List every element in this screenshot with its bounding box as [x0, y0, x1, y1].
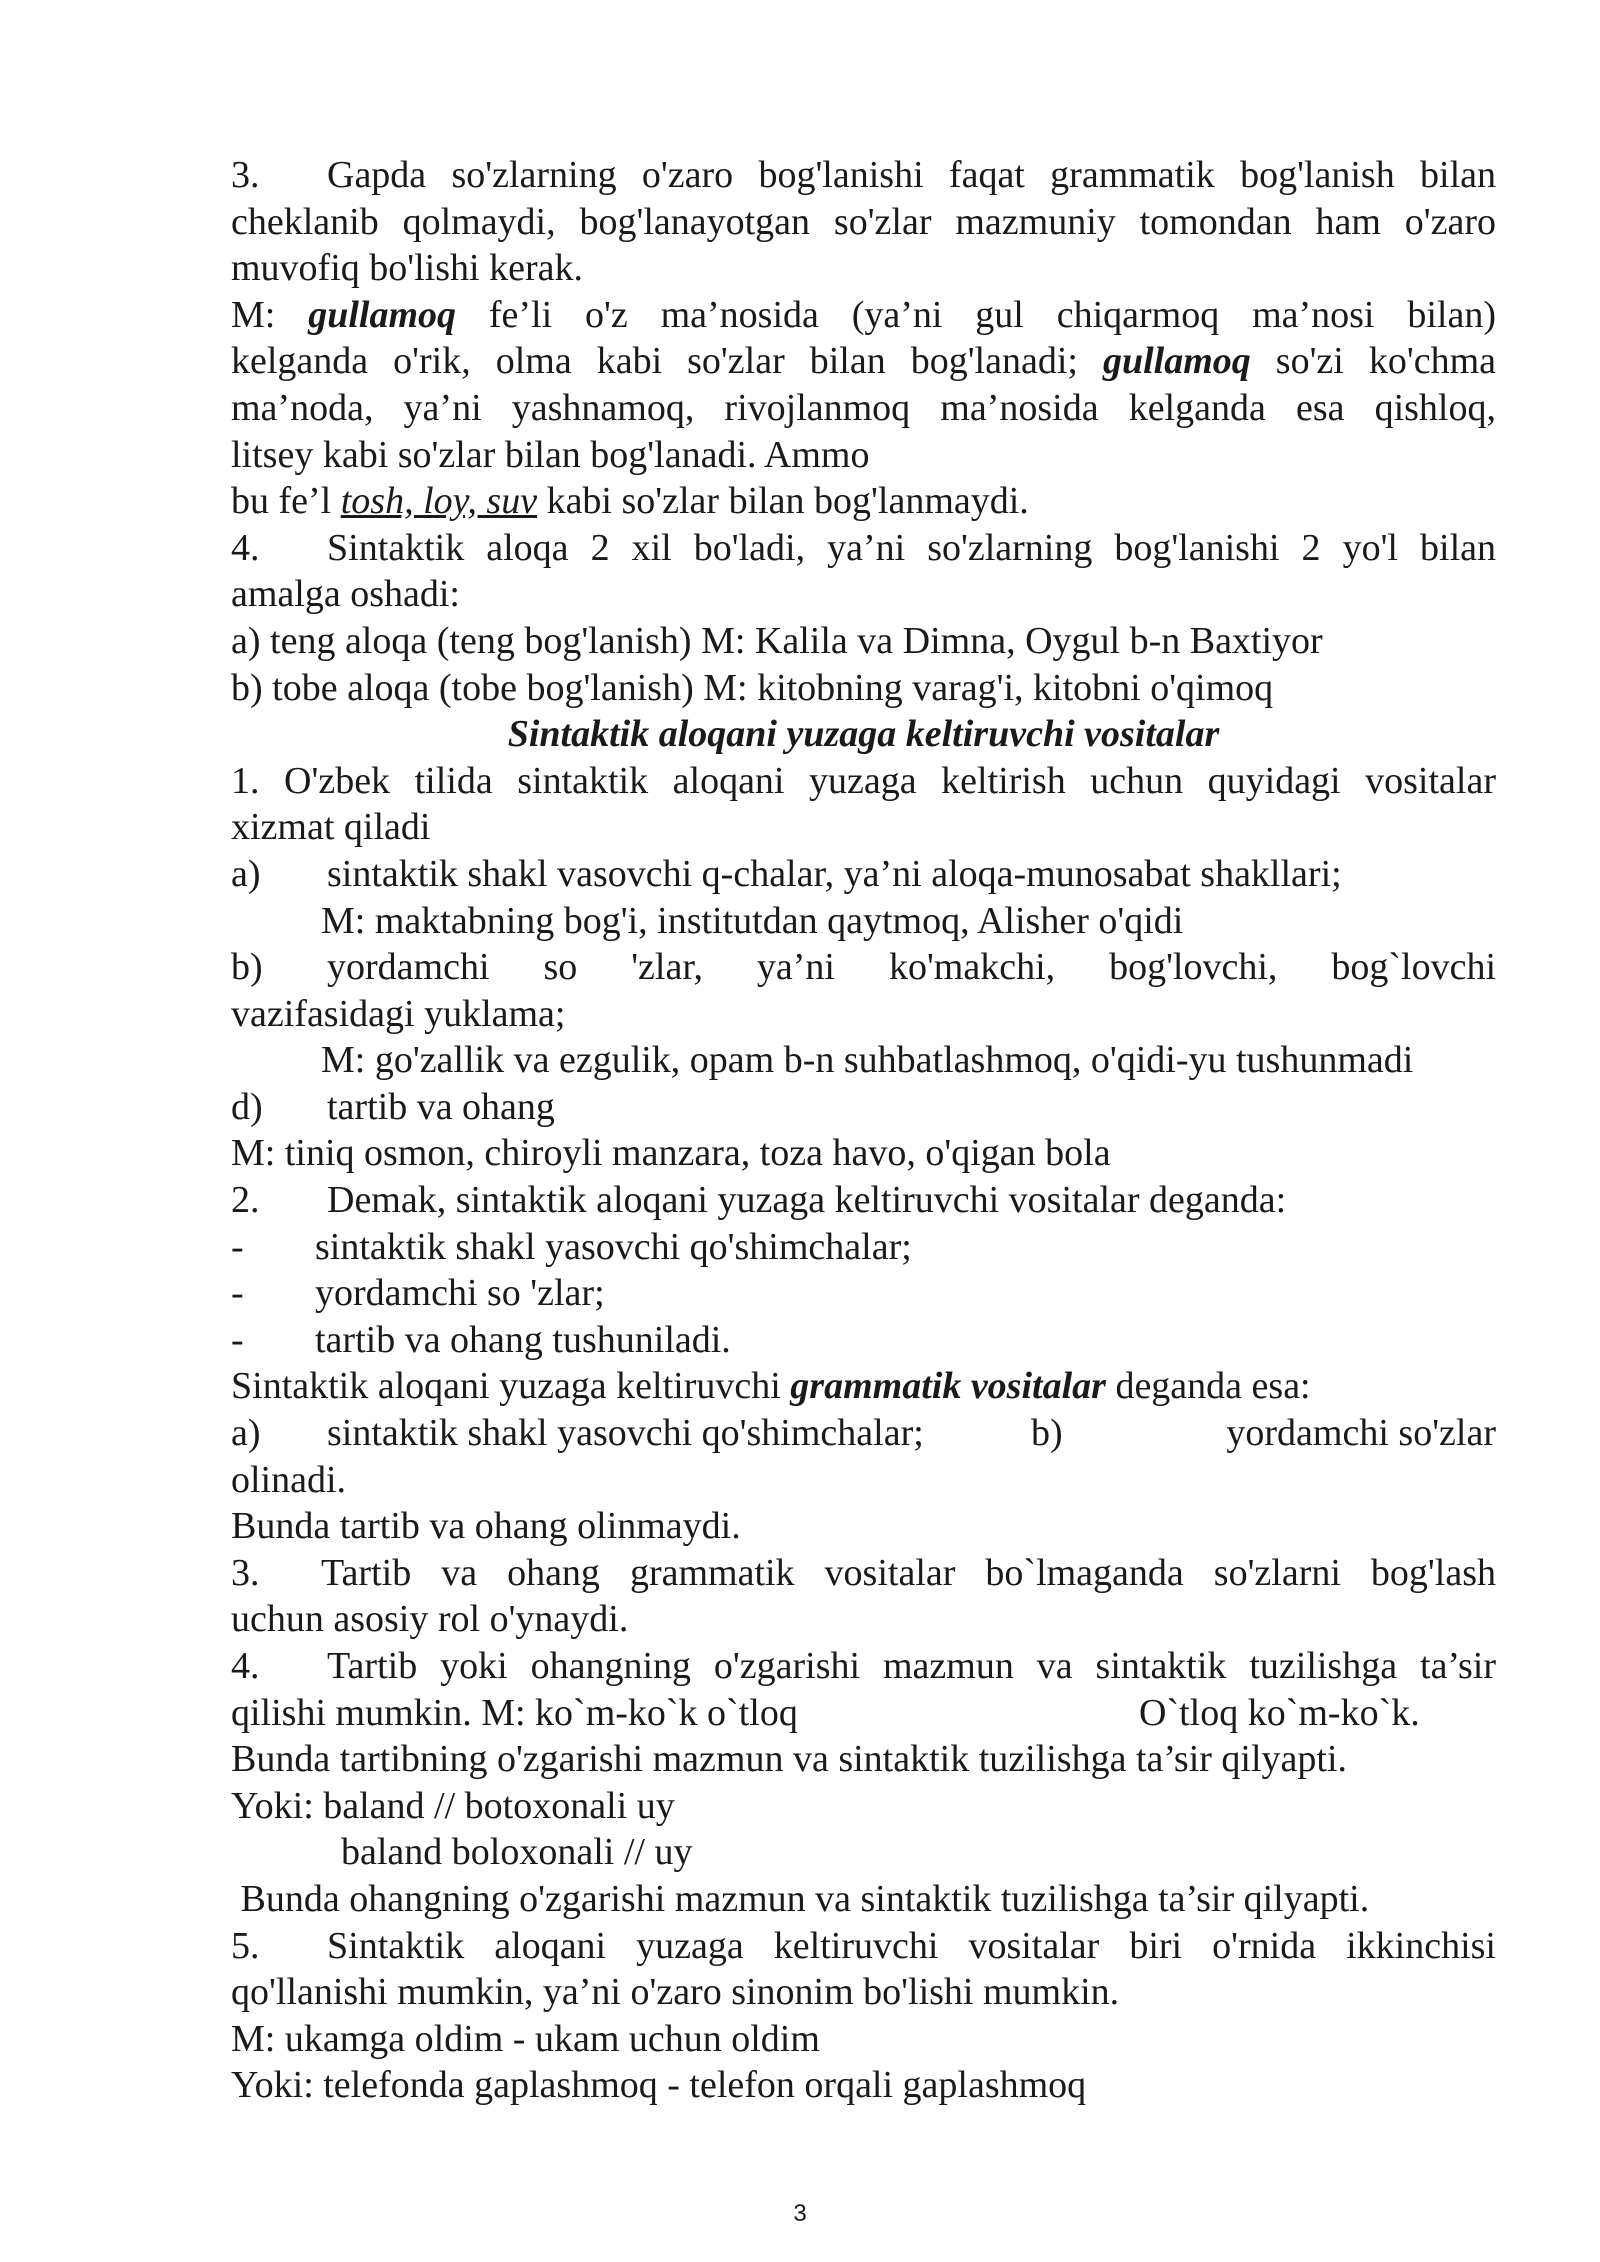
paragraph-line: amalga oshadi:: [231, 573, 460, 616]
paragraph-line: ma’noda, ya’ni yashnamoq, rivojlanmoq ma’nosida kelganda esa qishloq,: [231, 386, 1496, 429]
underlined-example: tosh, loy, suv: [340, 480, 538, 523]
paragraph-line: uchun asosiy rol o'ynaydi.: [231, 1598, 629, 1641]
paragraph-line: M: gullamoq fe’li o'z ma’nosida (ya’ni gul chiqarmoq ma’nosi bilan): [231, 293, 1496, 336]
paragraph-line: 4. Tartib yoki ohangning o'zgarishi mazmun va sintaktik tuzilishga ta’sir: [231, 1643, 1496, 1690]
list-item: b) yordamchi so 'zlar, ya’ni ko'makchi, bog'lovchi, bog`lovchi: [231, 944, 1496, 991]
emphasis-term: gullamoq: [1102, 340, 1251, 383]
document-body: [231, 152, 1496, 2109]
page-number: 3: [793, 2200, 807, 2227]
paragraph-line: Bunda tartibning o'zgarishi mazmun va sintaktik tuzilishga ta’sir qilyapti.: [231, 1738, 1348, 1781]
paragraph-line: 3. Tartib va ohang grammatik vositalar bo`lmaganda so'zlarni bog'lash: [231, 1550, 1496, 1597]
paragraph-line: xizmat qiladi: [231, 806, 431, 849]
dash-item: - sintaktik shakl yasovchi qo'shimchalar;: [231, 1224, 1496, 1271]
paragraph-line: b) tobe aloqa (tobe bog'lanish) M: kitobning varag'i, kitobni o'qimoq: [231, 666, 1274, 709]
paragraph-line: 2. Demak, sintaktik aloqani yuzaga keltiruvchi vositalar deganda:: [231, 1177, 1496, 1224]
paragraph-line: cheklanib qolmaydi, bog'lanayotgan so'zlar mazmuniy tomondan ham o'zaro: [231, 200, 1496, 243]
paragraph-line: kelganda o'rik, olma kabi so'zlar bilan bog'lanadi; gullamoq so'zi ko'chma: [231, 340, 1497, 383]
paragraph-line: bu fe’l tosh, loy, suv kabi so'zlar bilan bog'lanmaydi.: [231, 480, 1029, 523]
example-line: M: tiniq osmon, chiroyli manzara, toza havo, o'qigan bola: [231, 1132, 1111, 1175]
example-line: M: go'zallik va ezgulik, opam b-n suhbatlashmoq, o'qidi-yu tushunmadi: [321, 1039, 1414, 1082]
paragraph-line: Bunda tartib va ohang olinmaydi.: [231, 1505, 741, 1548]
list-number: 3.: [231, 1551, 260, 1594]
dash-item: - yordamchi so 'zlar;: [231, 1270, 1496, 1317]
list-marker: b): [1031, 1412, 1063, 1455]
list-number: 3.: [231, 154, 260, 196]
dash-marker: -: [231, 1318, 244, 1361]
paragraph-line: qo'llanishi mumkin, ya’ni o'zaro sinonim bo'lishi mumkin.: [231, 1971, 1120, 2014]
example-line: baland boloxonali // uy: [341, 1831, 693, 1874]
list-item: a) sintaktik shakl yasovchi qo'shimchalar; b) yordamchi so'zlar: [231, 1410, 1496, 1457]
emphasis-term: gullamoq: [308, 293, 457, 336]
dash-marker: -: [231, 1272, 244, 1315]
list-number: 5.: [231, 1924, 260, 1967]
list-marker: d): [231, 1085, 263, 1128]
example-line: Yoki: baland // botoxonali uy: [231, 1784, 675, 1827]
example-line: M: maktabning bog'i, institutdan qaytmoq, Alisher o'qidi: [321, 899, 1184, 942]
list-number: 2.: [231, 1179, 260, 1222]
paragraph-line: Sintaktik aloqani yuzaga keltiruvchi grammatik vositalar deganda esa:: [231, 1365, 1311, 1408]
paragraph-line: litsey kabi so'zlar bilan bog'lanadi. Ammo: [231, 433, 870, 476]
list-item: a) sintaktik shakl vasovchi q-chalar, ya’ni aloqa-munosabat shakllari;: [231, 851, 1496, 898]
list-number: 4.: [231, 526, 260, 569]
paragraph-line: muvofiq bo'lishi kerak.: [231, 247, 583, 290]
paragraph-line: vazifasidagi yuklama;: [231, 992, 566, 1035]
dash-marker: -: [231, 1225, 244, 1268]
paragraph-line: qilishi mumkin. M: ko`m-ko`k o`tloq O`tloq ko`m-ko`k.: [231, 1691, 1420, 1734]
paragraph-line: Bunda ohangning o'zgarishi mazmun va sintaktik tuzilishga ta’sir qilyapti.: [231, 1877, 1370, 1920]
paragraph-line: 4. Sintaktik aloqa 2 xil bo'ladi, ya’ni so'zlarning bog'lanishi 2 yo'l bilan: [231, 525, 1496, 572]
list-marker: a): [231, 1412, 261, 1455]
paragraph-line: olinadi.: [231, 1458, 347, 1501]
paragraph-line: 1. O'zbek tilida sintaktik aloqani yuzaga keltirish uchun quyidagi vositalar: [231, 759, 1496, 802]
example-line: M: ukamga oldim - ukam uchun oldim: [231, 2017, 820, 2060]
paragraph-line: 3. Gapda so'zlarning o'zaro bog'lanishi faqat grammatik bog'lanish bilan: [231, 152, 1496, 199]
list-marker: b): [231, 946, 263, 989]
dash-item: - tartib va ohang tushuniladi.: [231, 1317, 1496, 1364]
list-marker: a): [231, 852, 261, 895]
paragraph-line: 5. Sintaktik aloqani yuzaga keltiruvchi vositalar biri o'rnida ikkinchisi: [231, 1923, 1496, 1970]
list-number: 4.: [231, 1645, 260, 1687]
example-line: Yoki: telefonda gaplashmoq - telefon orqali gaplashmoq: [231, 2064, 1087, 2107]
section-heading: Sintaktik aloqani yuzaga keltiruvchi vositalar: [507, 713, 1220, 756]
paragraph-line: a) teng aloqa (teng bog'lanish) M: Kalila va Dimna, Oygul b-n Baxtiyor: [231, 619, 1323, 662]
emphasis-term: grammatik vositalar: [790, 1365, 1106, 1408]
list-item: d) tartib va ohang: [231, 1084, 1496, 1131]
